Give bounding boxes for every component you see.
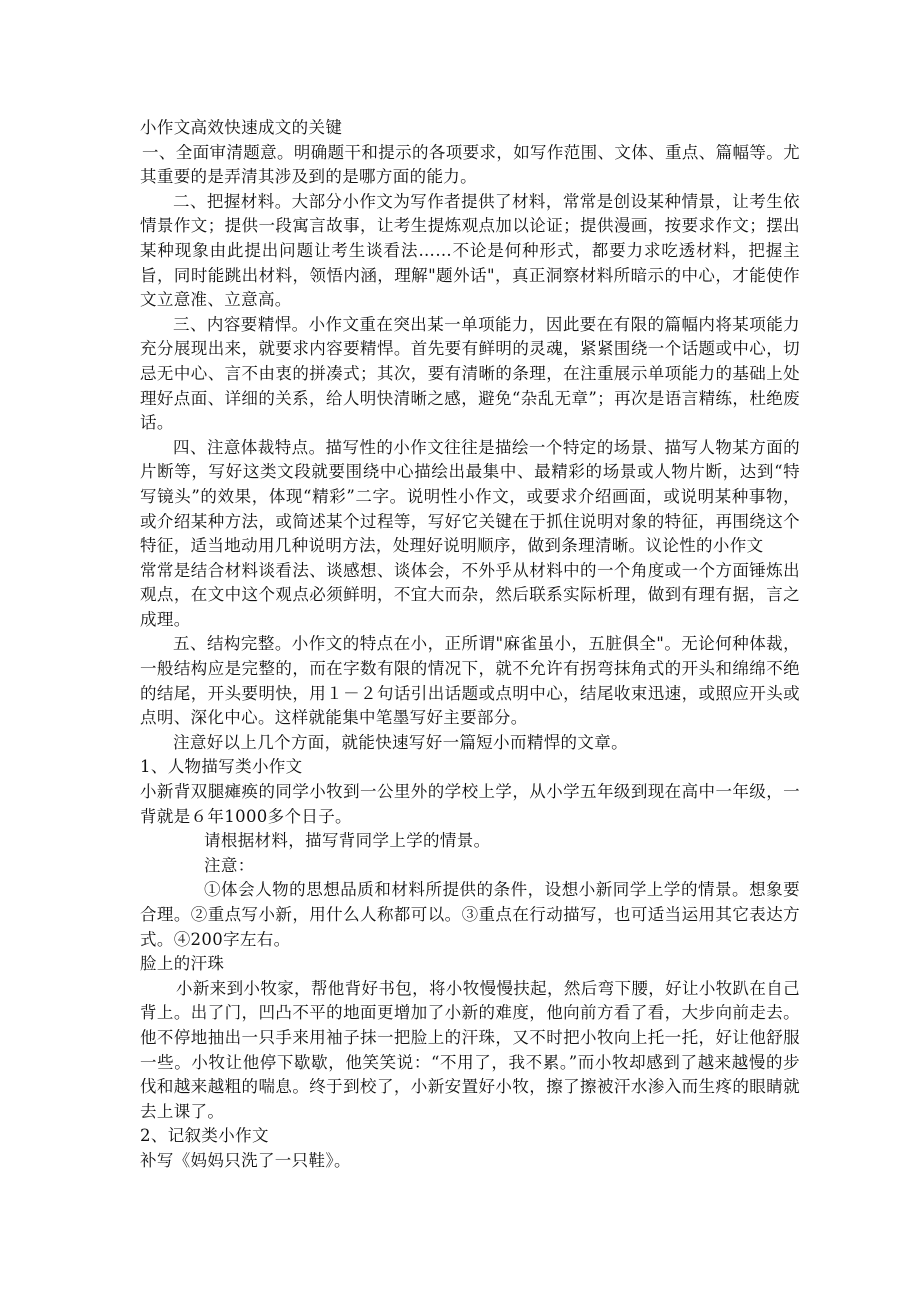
paragraph-2: 二、把握材料。大部分小作文为写作者提供了材料，常常是创设某种情景，让考生依情景作文；提供一段寓言故事，让考生提炼观点加以论证；提供漫画，按要求作文；摆出某种现象由此提出问题让考生谈看法……不论是何种形式，都要力求吃透材料，把握主旨，同时能跳出材料，领悟内涵，理解"题外话"，真正洞察材料所暗示的中心，才能使作文立意准、立意高。 (140, 191, 800, 310)
section-1-note-label: 注意： (204, 855, 255, 875)
section-2-task: 补写《妈妈只洗了一只鞋》。 (140, 1150, 351, 1170)
paragraph-3: 三、内容要精悍。小作文重在突出某一单项能力，因此要在有限的篇幅内将某项能力充分展现出来，就要求内容要精悍。首先要有鲜明的灵魂，紧紧围绕一个话题或中心，切忌无中心、言不由衷的拼凑式；其次，要有清晰的条理，在注重展示单项能力的基础上处理好点面、详细的关系，给人明快清晰之感，避免“杂乱无章”；再次是语言精练，杜绝废话。 (140, 314, 800, 433)
paragraph-4-continued: 常常是结合材料谈看法、谈感想、谈体会，不外乎从材料中的一个角度或一个方面锤炼出观点，在文中这个观点必须鲜明，不宜大而杂，然后联系实际析理，做到有理有据，言之成理。 (140, 560, 800, 629)
paragraph-4: 四、注意体裁特点。描写性的小作文往往是描绘一个特定的场景、描写人物某方面的片断等，写好这类文段就要围绕中心描绘出最集中、最精彩的场景或人物片断，达到“特写镜头”的效果，体现“精彩”二字。说明性小作文，或要求介绍画面，或说明某种事物，或介绍某种方法，或简述某个过程等，写好它关键在于抓住说明对象的特征，再围绕这个特征，适当地动用几种说明方法，处理好说明顺序，做到条理清晰。议论性的小作文 (140, 437, 800, 556)
document-page (140, 116, 800, 1174)
section-2-heading: 2、记叙类小作文 (140, 1126, 269, 1146)
paragraph-1: 一、全面审清题意。明确题干和提示的各项要求，如写作范围、文体、重点、篇幅等。尤其重要的是弄清其涉及到的是哪方面的能力。 (140, 142, 800, 187)
story-body: 小新来到小牧家，帮他背好书包，将小牧慢慢扶起，然后弯下腰，好让小牧趴在自己背上。出了门，凹凸不平的地面更增加了小新的难度，他向前方看了看，大步向前走去。他不停地抽出一只手来用袖子抹一把脸上的汗珠，又不时把小牧向上托一托，好让他舒服一些。小牧让他停下歇歇，他笑笑说：“不用了，我不累。”而小牧却感到了越来越慢的步伐和越来越粗的喘息。终于到校了，小新安置好小牧，擦了擦被汗水渗入而生疼的眼睛就去上课了。 (140, 978, 800, 1121)
section-1-prompt: 请根据材料，描写背同学上学的情景。 (204, 831, 491, 851)
section-1-note-body: ①体会人物的思想品质和材料所提供的条件，设想小新同学上学的情景。想象要合理。②重点写小新，用什么人称都可以。③重点在行动描写，也可适当运用其它表达方式。④200字左右。 (140, 880, 800, 949)
document-title: 小作文高效快速成文的关键 (140, 118, 343, 137)
paragraph-5: 五、结构完整。小作文的特点在小，正所谓"麻雀虽小，五脏俱全"。无论何种体裁，一般结构应是完整的，而在字数有限的情况下，就不允许有拐弯抹角式的开头和绵绵不绝的结尾，开头要明快，用１－２句话引出话题或点明中心，结尾收束迅速，或照应开头或点明、深化中心。这样就能集中笔墨写好主要部分。 (140, 634, 800, 728)
paragraph-summary: 注意好以上几个方面，就能快速写好一篇短小而精悍的文章。 (173, 732, 628, 752)
section-1-material: 小新背双腿瘫痪的同学小牧到一公里外的学校上学，从小学五年级到现在高中一年级，一背就是６年1000多个日子。 (140, 782, 800, 826)
story-title: 脸上的汗珠 (140, 954, 225, 974)
section-1-heading: 1、人物描写类小作文 (140, 757, 303, 777)
